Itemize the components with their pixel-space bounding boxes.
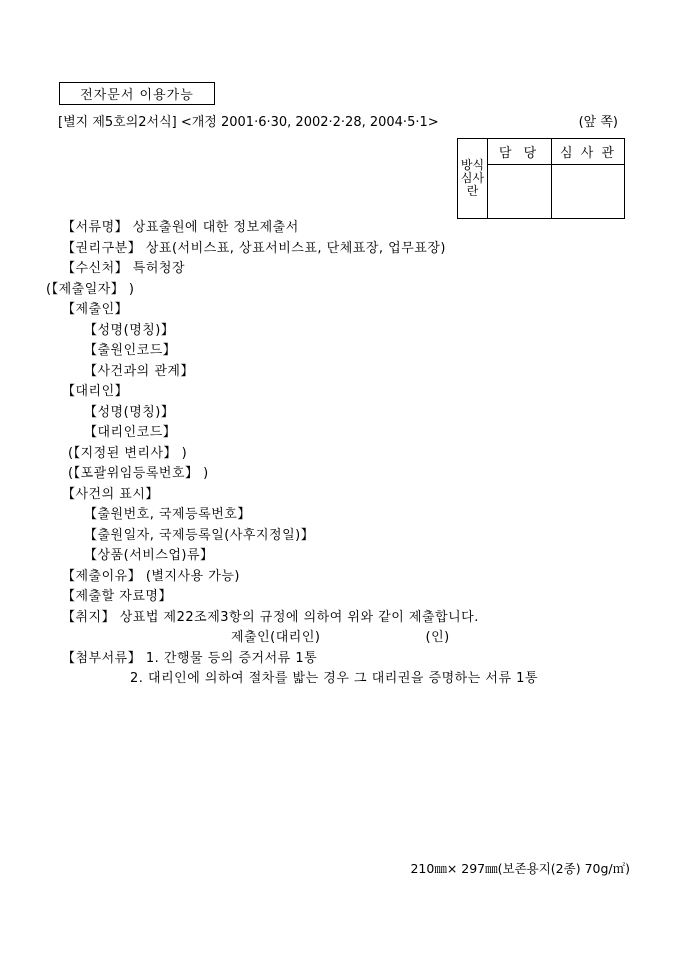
form-line-right-category: 【권리구분】 상표(서비스표, 상표서비스표, 단체표장, 업무표장) <box>62 240 446 256</box>
form-code-row <box>58 112 618 128</box>
form-line-application-date: 【출원일자, 국제등록일(사후지정일)】 <box>84 527 315 543</box>
signature-seal-label: (인) <box>425 630 450 645</box>
review-table-header-examiner: 심 사 관 <box>552 139 625 165</box>
form-line-general-power-number: (【포괄위임등록번호】 ) <box>68 466 209 481</box>
examiner-review-table <box>457 138 625 219</box>
form-line-submitter-name: 【성명(명칭)】 <box>84 322 175 338</box>
form-line-application-number: 【출원번호, 국제등록번호】 <box>84 507 251 522</box>
form-line-submission-date: (【제출일자】 ) <box>46 281 135 297</box>
electronic-document-badge-label: 전자문서 이용가능 <box>80 88 194 103</box>
form-line-relation-to-case: 【사건과의 관계】 <box>84 363 194 379</box>
review-table-cell-staff <box>488 165 552 219</box>
form-line-goods-class: 【상품(서비스업)류】 <box>84 548 214 563</box>
form-line-applicant-code: 【출원인코드】 <box>84 343 177 358</box>
form-line-agent-code: 【대리인코드】 <box>84 425 177 440</box>
signature-line <box>0 628 680 649</box>
form-line-agent: 【대리인】 <box>62 384 129 399</box>
form-code-label: [별지 제5호의2서식] <개정 2001·6·30, 2002·2·28, 2004·5·1> <box>58 114 439 130</box>
form-line-material-name: 【제출할 자료명】 <box>62 589 172 604</box>
review-table-vertical-label: 방식심사란 <box>458 139 488 219</box>
review-table-header-staff: 담 당 <box>488 139 552 165</box>
form-line-agent-name: 【성명(명칭)】 <box>84 404 175 420</box>
paper-spec-footer: 210㎜× 297㎜(보존용지(2종) 70g/㎡) <box>410 861 630 876</box>
form-line-designated-attorney: (【지정된 변리사】 ) <box>68 445 188 461</box>
page-side-label: (앞 쪽) <box>578 114 618 130</box>
form-line-recipient: 【수신처】 특허청장 <box>62 261 186 276</box>
form-line-submission-reason: 【제출이유】 (별지사용 가능) <box>62 568 240 584</box>
review-table-cell-examiner <box>552 165 625 219</box>
form-line-submitter: 【제출인】 <box>62 302 129 317</box>
form-line-attachment-2: 2. 대리인에 의하여 절차를 밟는 경우 그 대리권을 증명하는 서류 1통 <box>130 671 539 686</box>
form-body <box>0 218 680 690</box>
form-line-document-title: 【서류명】 상표출원에 대한 정보제출서 <box>62 220 299 235</box>
form-line-purpose: 【취지】 상표법 제22조제3항의 규정에 의하여 위와 같이 제출합니다. <box>62 609 479 625</box>
form-line-attachment-1: 【첨부서류】 1. 간행물 등의 증거서류 1통 <box>62 650 318 666</box>
electronic-document-badge <box>59 82 215 105</box>
form-line-case-indication: 【사건의 표시】 <box>62 486 159 502</box>
signature-submitter-label: 제출인(대리인) <box>231 630 321 645</box>
